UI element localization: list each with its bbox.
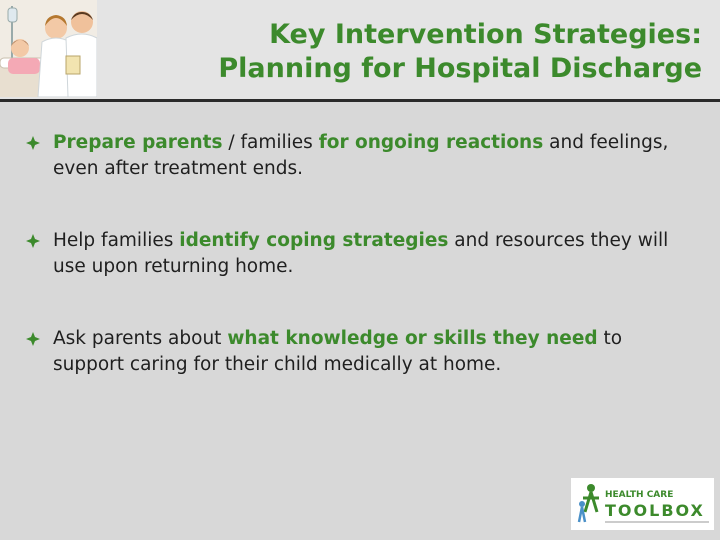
header-divider	[0, 99, 720, 102]
diamond-bullet-icon	[26, 136, 40, 150]
logo-line-2: TOOLBOX	[605, 501, 705, 520]
bullet-item	[26, 326, 686, 378]
bullet-text: Help families	[53, 230, 180, 251]
bullet-list	[26, 130, 686, 378]
bullet-highlight-text: for ongoing reactions	[318, 132, 544, 153]
title-line-2: Planning for Hospital Discharge	[218, 53, 702, 84]
bullet-text: to support caring for their child medically at home.	[53, 328, 623, 375]
diamond-bullet-icon	[26, 332, 40, 346]
bullet-text: and feelings, even after treatment ends.	[53, 132, 669, 179]
medical-staff-illustration	[0, 0, 97, 97]
health-care-toolbox-logo	[571, 478, 714, 530]
slide-header	[0, 0, 720, 100]
bullet-text: and resources they will use upon returning home.	[53, 230, 669, 277]
bullet-text: Ask parents about	[53, 328, 228, 349]
bullet-highlight-text: Prepare parents	[53, 132, 223, 153]
title-line-1: Key Intervention Strategies:	[269, 19, 702, 50]
diamond-bullet-icon	[26, 234, 40, 248]
bullet-text: / families	[222, 132, 319, 153]
bullet-highlight-text: identify coping strategies	[179, 230, 449, 251]
bullet-item	[26, 130, 686, 182]
logo-line-1: HEALTH CARE	[605, 490, 674, 500]
bullet-highlight-text: what knowledge or skills they need	[227, 328, 598, 349]
slide-title	[142, 18, 702, 86]
bullet-item	[26, 228, 686, 280]
